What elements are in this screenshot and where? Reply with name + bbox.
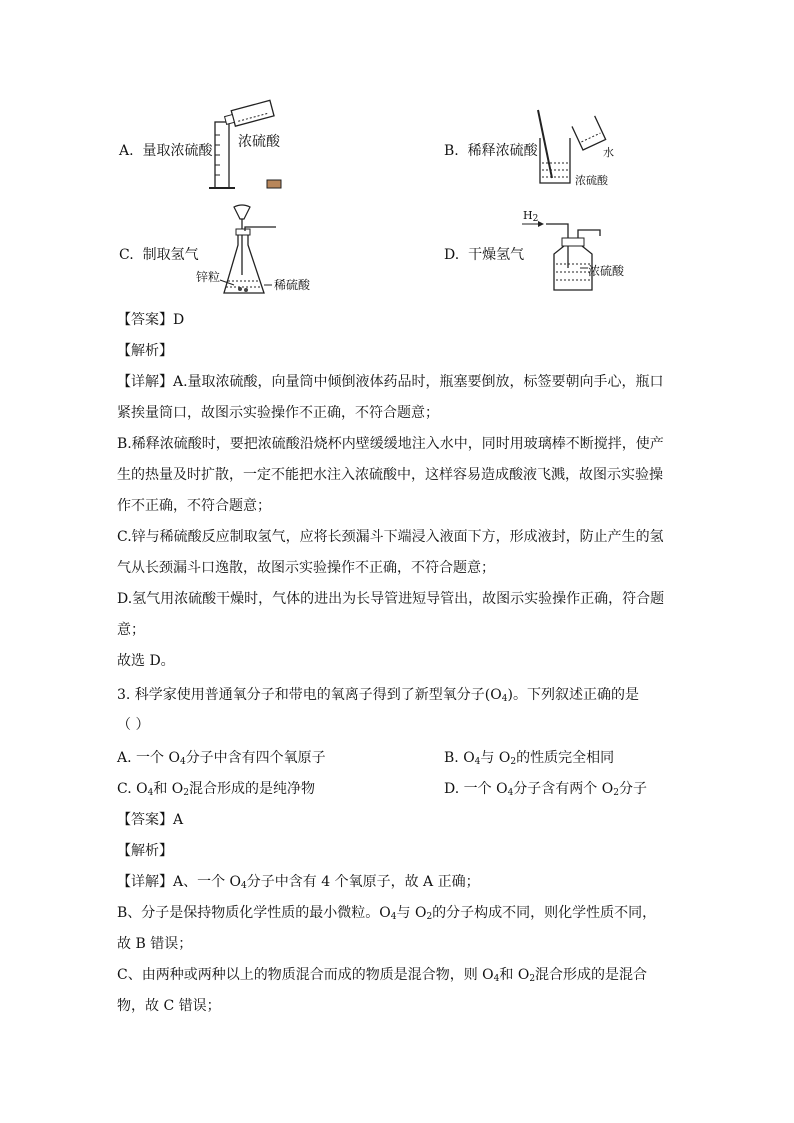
q2-line-4: 生的热量及时扩散，一定不能把水注入浓硫酸中，这样容易造成酸液飞溅，故图示实验操 xyxy=(117,467,663,483)
q3-line-4-mid: 和 O xyxy=(499,967,530,983)
q3-analysis-heading: 【解析】 xyxy=(117,843,173,859)
q3-option-b-sub: 4 xyxy=(474,757,481,767)
q3-line-4-pre: C、由两种或两种以上的物质混合而成的物质是混合物，则 O xyxy=(117,967,494,983)
option-a-label xyxy=(119,140,212,160)
q2-line-1: 【详解】A.量取浓硫酸，向量筒中倾倒液体药品时，瓶塞要倒放，标签要朝向手心，瓶口 xyxy=(117,374,664,390)
q3-option-d-sub: 4 xyxy=(507,788,514,798)
q3-line-1-pre: 【详解】A、一个 O xyxy=(117,874,242,890)
q3-option-c-sub: 4 xyxy=(147,788,154,798)
q3-line-1-sub: 4 xyxy=(241,881,247,891)
q2-line-7: 气从长颈漏斗口逸散，故图示实验操作不正确，不符合题意； xyxy=(117,560,495,576)
figure-b-water-label: 水 xyxy=(603,146,614,159)
q3-line-1 xyxy=(117,867,480,902)
q3-option-b-post: 的性质完全相同 xyxy=(516,750,615,766)
q3-stem-sub: 4 xyxy=(501,694,508,704)
q3-option-d-mid: 分子含有两个 O xyxy=(513,781,614,797)
figure-b-acid-label: 浓硫酸 xyxy=(575,174,608,187)
q3-line-2 xyxy=(117,898,656,933)
q3-option-c-post: 混合形成的是纯净物 xyxy=(189,781,315,797)
q3-option-a xyxy=(117,743,326,778)
q3-option-a-sub: 4 xyxy=(179,757,186,767)
q3-answer-paren: （ ） xyxy=(117,717,150,733)
q3-option-b xyxy=(444,743,614,778)
q2-line-8: D.氢气用浓硫酸干燥时，气体的进出为长导管进短导管出，故图示实验操作正确，符合题 xyxy=(117,591,665,607)
option-d-text: 干燥氢气 xyxy=(468,247,525,263)
option-b-text: 稀释浓硫酸 xyxy=(467,143,538,159)
q3-line-5: 物，故 C 错误； xyxy=(117,998,221,1014)
q3-line-4 xyxy=(117,960,647,995)
q3-stem-part2: )。下列叙述正确的是 xyxy=(507,687,639,703)
q3-line-2-sub: 4 xyxy=(390,912,397,922)
q3-option-b-sub2: 2 xyxy=(510,757,517,767)
q3-line-2-mid: 与 O xyxy=(396,905,427,921)
q3-option-c-sub2: 2 xyxy=(183,788,189,798)
q3-option-b-pre: B. O xyxy=(444,750,475,766)
option-d-label xyxy=(444,244,524,264)
q2-line-9: 意； xyxy=(117,622,145,638)
option-a-text: 量取浓硫酸 xyxy=(142,143,213,159)
q3-option-b-mid: 与 O xyxy=(480,750,511,766)
figure-a-acid-label: 浓硫酸 xyxy=(238,134,280,150)
q3-answer: 【答案】A xyxy=(117,812,184,828)
figure-d-acid-label: 浓硫酸 xyxy=(588,264,625,278)
q3-line-4-sub: 4 xyxy=(493,974,500,984)
option-b-prefix: B. xyxy=(444,143,459,159)
q2-answer: 【答案】D xyxy=(117,312,185,328)
option-c-text: 制取氢气 xyxy=(142,247,199,263)
q3-option-c xyxy=(117,774,315,809)
q3-option-c-pre: C. O xyxy=(117,781,148,797)
q3-line-2-post: 的分子构成不同，则化学性质不同， xyxy=(432,905,657,921)
q2-line-3: B.稀释浓硫酸时，要把浓硫酸沿烧杯内壁缓缓地注入水中，同时用玻璃棒不断搅拌，使产 xyxy=(117,436,664,452)
q3-option-d-sub2: 2 xyxy=(613,788,619,798)
option-c-label xyxy=(119,244,199,264)
q3-stem xyxy=(117,680,639,715)
q3-option-d-post: 分子 xyxy=(618,781,647,797)
figure-d-gas-symbol: H xyxy=(523,209,533,222)
q2-line-2: 紧挨量筒口，故图示实验操作不正确，不符合题意； xyxy=(117,405,439,421)
q3-option-c-mid: 和 O xyxy=(153,781,184,797)
figure-c-acid-label: 稀硫酸 xyxy=(274,278,311,292)
q3-line-1-post: 分子中含有 4 个氧原子，故 A 正确； xyxy=(246,874,480,890)
q2-analysis-heading: 【解析】 xyxy=(117,343,173,359)
q2-line-6: C.锌与稀硫酸反应制取氢气，应将长颈漏斗下端浸入液面下方，形成液封，防止产生的氢 xyxy=(117,529,664,545)
q3-line-4-sub2: 2 xyxy=(529,974,536,984)
q3-line-2-pre: B、分子是保持物质化学性质的最小微粒。O xyxy=(117,905,391,921)
q3-line-4-post: 混合形成的是混合 xyxy=(535,967,648,983)
q3-option-d xyxy=(444,774,647,809)
option-c-prefix: C. xyxy=(119,247,134,263)
q3-option-a-pre: A. 一个 O xyxy=(117,750,180,766)
option-a-prefix: A. xyxy=(119,143,134,159)
option-d-prefix: D. xyxy=(444,247,460,263)
figure-c-zinc-label: 锌粒 xyxy=(196,270,221,284)
q3-line-2-sub2: 2 xyxy=(426,912,433,922)
q3-option-d-pre: D. 一个 O xyxy=(444,781,508,797)
q3-stem-part1: 3. 科学家使用普通氧分子和带电的氧离子得到了新型氧分子(O xyxy=(117,687,502,703)
figure-d-drying-hydrogen xyxy=(520,220,620,295)
q3-option-a-post: 分子中含有四个氧原子 xyxy=(185,750,326,766)
q3-line-3: 故 B 错误； xyxy=(117,936,193,952)
figure-d-gas-subscript: 2 xyxy=(532,214,539,224)
q2-line-10: 故选 D。 xyxy=(117,653,175,669)
q2-line-5: 作不正确，不符合题意； xyxy=(117,498,271,514)
option-b-label xyxy=(444,140,538,160)
